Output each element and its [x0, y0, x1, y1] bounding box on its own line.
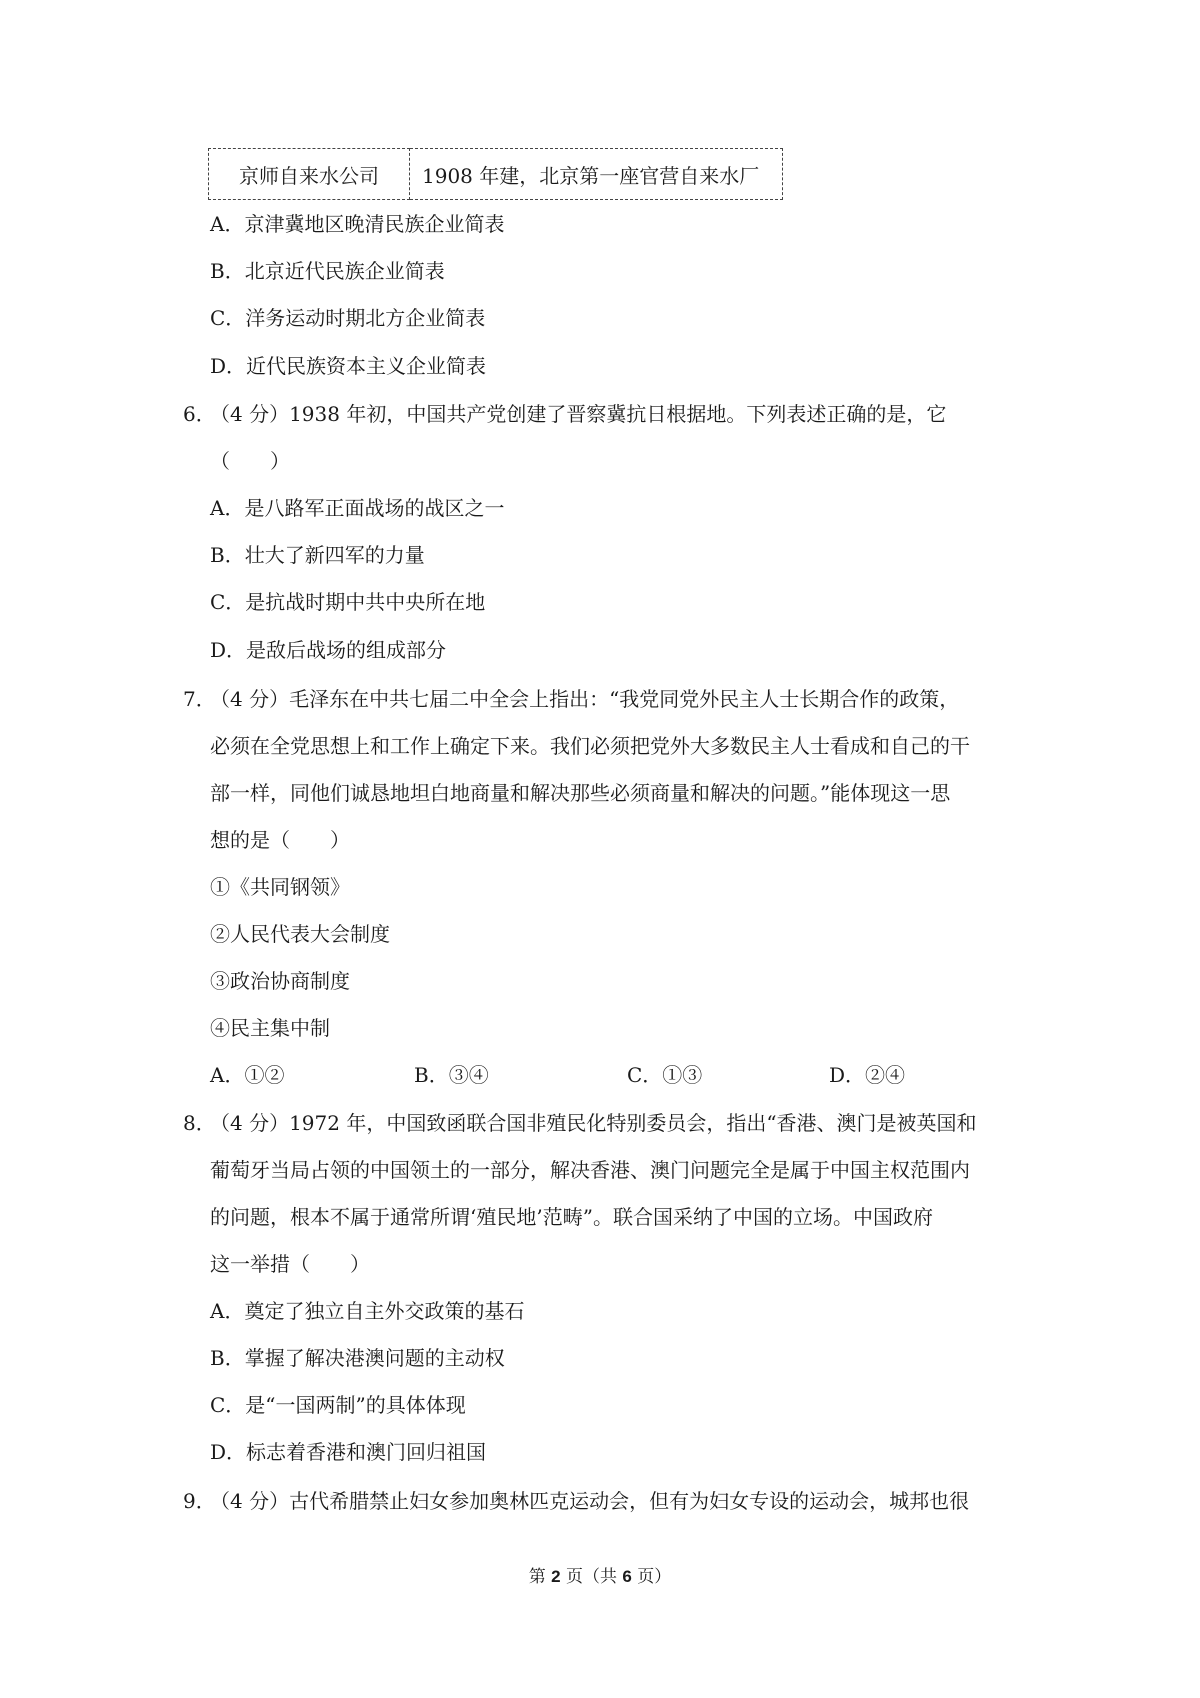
table-cell-description: 1908 年建，北京第一座官营自来水厂 [410, 149, 783, 200]
q6-option-d[interactable]: D．是敌后战场的组成部分 [210, 638, 447, 662]
table-row [209, 149, 783, 200]
q8-stem-line: （4 分）1972 年，中国致函联合国非殖民化特别委员会，指出“香港、澳门是被英国和 [210, 1111, 977, 1135]
q7-number: 7． [183, 687, 216, 711]
q9-stem-line: （4 分）古代希腊禁止妇女参加奥林匹克运动会，但有为妇女专设的运动会，城邦也很 [210, 1489, 970, 1513]
q8-stem-line: 葡萄牙当局占领的中国领土的一部分，解决香港、澳门问题完全是属于中国主权范围内 [210, 1158, 970, 1182]
q7-option-d[interactable]: D．②④ [829, 1063, 906, 1087]
q8-option-d[interactable]: D．标志着香港和澳门回归祖国 [210, 1440, 487, 1464]
q7-option-b[interactable]: B．③④ [414, 1063, 489, 1087]
q6-stem-line: （4 分）1938 年初，中国共产党创建了晋察冀抗日根据地。下列表述正确的是，它 [210, 402, 947, 426]
q6-number: 6． [183, 402, 216, 426]
q7-stem-line: （4 分）毛泽东在中共七届二中全会上指出：“我党同党外民主人士长期合作的政策， [210, 687, 960, 711]
q8-number: 8． [183, 1111, 216, 1135]
q7-item-3: ③政治协商制度 [210, 969, 350, 993]
q8-option-a[interactable]: A．奠定了独立自主外交政策的基石 [210, 1299, 525, 1323]
q5-option-c[interactable]: C．洋务运动时期北方企业简表 [210, 306, 486, 330]
q5-option-b[interactable]: B．北京近代民族企业简表 [210, 259, 445, 283]
footer-suffix: 页） [631, 1567, 672, 1587]
q6-option-c[interactable]: C．是抗战时期中共中央所在地 [210, 590, 486, 614]
footer-prefix: 第 [528, 1567, 552, 1587]
footer-middle: 页（共 [560, 1567, 623, 1587]
q8-stem-line: 的问题，根本不属于通常所谓‘殖民地’范畴”。联合国采纳了中国的立场。中国政府 [210, 1205, 933, 1229]
q7-option-c[interactable]: C．①③ [627, 1063, 703, 1087]
table-cell-company: 京师自来水公司 [209, 149, 410, 200]
q5-option-a[interactable]: A．京津冀地区晚清民族企业简表 [210, 212, 505, 236]
q8-option-c[interactable]: C．是“一国两制”的具体体现 [210, 1393, 466, 1417]
page-number: 2 [551, 1567, 561, 1586]
q5-option-d[interactable]: D．近代民族资本主义企业简表 [210, 354, 487, 378]
q7-item-1: ①《共同钢领》 [210, 875, 350, 899]
q6-option-b[interactable]: B．壮大了新四军的力量 [210, 543, 425, 567]
q9-number: 9． [183, 1489, 216, 1513]
page-footer [0, 1568, 1200, 1586]
enterprise-table [208, 148, 783, 200]
q6-answer-blank: （ ） [210, 449, 290, 473]
q7-stem-line: 部一样，同他们诚恳地坦白地商量和解决那些必须商量和解决的问题。”能体现这一思 [210, 781, 951, 805]
page-total: 6 [622, 1567, 632, 1586]
q6-option-a[interactable]: A．是八路军正面战场的战区之一 [210, 496, 505, 520]
q7-stem-line: 想的是（ ） [210, 828, 350, 852]
q8-stem-line: 这一举措（ ） [210, 1252, 370, 1276]
q7-item-2: ②人民代表大会制度 [210, 922, 390, 946]
q8-option-b[interactable]: B．掌握了解决港澳问题的主动权 [210, 1346, 505, 1370]
q7-item-4: ④民主集中制 [210, 1016, 330, 1040]
q7-option-a[interactable]: A．①② [210, 1063, 285, 1087]
q7-stem-line: 必须在全党思想上和工作上确定下来。我们必须把党外大多数民主人士看成和自己的干 [210, 734, 970, 758]
